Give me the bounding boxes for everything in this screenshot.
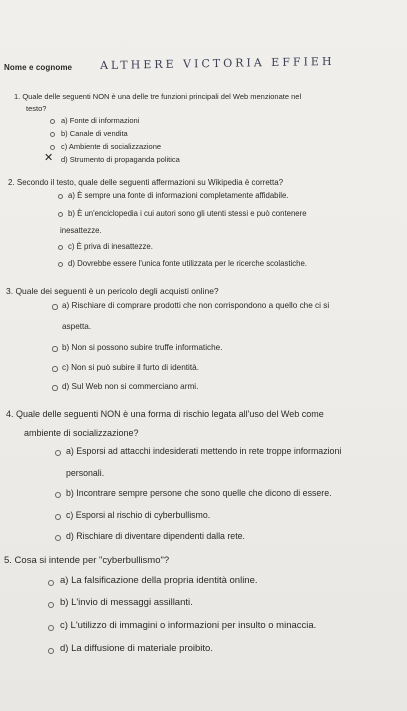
question-4-text-line-2: ambiente di socializzazione? — [24, 428, 139, 438]
question-3-option-a-continued: aspetta. — [62, 322, 92, 331]
question-4-option-b: b) Incontrare sempre persone che sono quelle che dicono di essere. — [66, 488, 332, 498]
question-3-text: 3. Quale dei seguenti è un pericolo degli acquisti online? — [6, 286, 219, 296]
question-2-option-c: c) È priva di inesattezze. — [68, 242, 153, 251]
question-3-option-b: b) Non si possono subire truffe informatiche. — [62, 343, 223, 352]
question-2-option-d: d) Dovrebbe essere l'unica fonte utilizzata per le ricerche scolastiche. — [68, 259, 307, 268]
option-bullet — [50, 119, 55, 124]
question-1-text-line-2: testo? — [26, 104, 47, 113]
option-bullet — [48, 580, 54, 586]
question-1-option-d: d) Strumento di propaganda politica — [61, 155, 180, 164]
question-5-option-c: c) L'utilizzo di immagini o informazioni per insulto o minaccia. — [60, 620, 317, 631]
question-4-text-line-1: 4. Quale delle seguenti NON è una forma di rischio legata all'uso del Web come — [6, 409, 324, 419]
question-5-option-a: a) La falsificazione della propria identità online. — [60, 575, 258, 586]
question-4-option-a: a) Esporsi ad attacchi indesiderati mettendo in rete troppe informazioni — [66, 446, 342, 456]
option-bullet — [48, 602, 54, 608]
option-bullet — [58, 194, 63, 199]
option-bullet — [52, 366, 58, 372]
option-bullet — [58, 245, 63, 250]
question-4-option-a-continued: personali. — [66, 468, 105, 478]
question-1-text-line-1: 1. Quale delle seguenti NON è una delle tre funzioni principali del Web menzionate nel — [14, 92, 302, 101]
question-5-option-d: d) La diffusione di materiale proibito. — [60, 643, 213, 654]
option-bullet — [55, 492, 61, 498]
handwritten-name: ALTHERE VICTORIA EFFIEH — [99, 54, 335, 73]
question-2-option-b: b) È un'enciclopedia i cui autori sono gli utenti stessi e può contenere — [68, 209, 307, 218]
question-1-option-b: b) Canale di vendita — [61, 129, 128, 138]
option-bullet — [52, 346, 58, 352]
question-3-option-d: d) Sul Web non si commerciano armi. — [62, 382, 199, 391]
question-1-option-c: c) Ambiente di socializzazione — [61, 142, 162, 151]
option-bullet — [48, 648, 54, 654]
name-label: Nome e cognome — [4, 63, 73, 72]
question-2-option-b-continued: inesattezze. — [60, 226, 102, 235]
option-bullet — [58, 262, 63, 267]
question-1-option-a: a) Fonte di informazioni — [61, 116, 140, 125]
question-2-text: 2. Secondo il testo, quale delle seguenti affermazioni su Wikipedia è corretta? — [8, 178, 284, 187]
question-4-option-d: d) Rischiare di diventare dipendenti dalla rete. — [66, 531, 245, 541]
question-5-option-b: b) L'invio di messaggi assillanti. — [60, 597, 193, 608]
question-4-option-c: c) Esporsi al rischio di cyberbullismo. — [66, 510, 211, 520]
question-2-option-a: a) È sempre una fonte di informazioni completamente affidabile. — [68, 191, 289, 200]
question-3-option-a: a) Rischiare di comprare prodotti che non corrispondono a quello che ci si — [62, 301, 330, 310]
option-bullet — [50, 132, 55, 137]
option-bullet — [55, 535, 61, 541]
option-bullet — [52, 304, 58, 310]
question-5-text: 5. Cosa si intende per "cyberbullismo"? — [4, 555, 170, 566]
option-bullet — [50, 145, 55, 150]
option-bullet — [48, 625, 54, 631]
option-bullet — [55, 514, 61, 520]
option-bullet — [52, 385, 58, 391]
handwritten-x-mark-icon: ✕ — [44, 151, 54, 164]
option-bullet — [58, 212, 63, 217]
question-3-option-c: c) Non si può subire il furto di identità. — [62, 363, 199, 372]
option-bullet — [55, 450, 61, 456]
